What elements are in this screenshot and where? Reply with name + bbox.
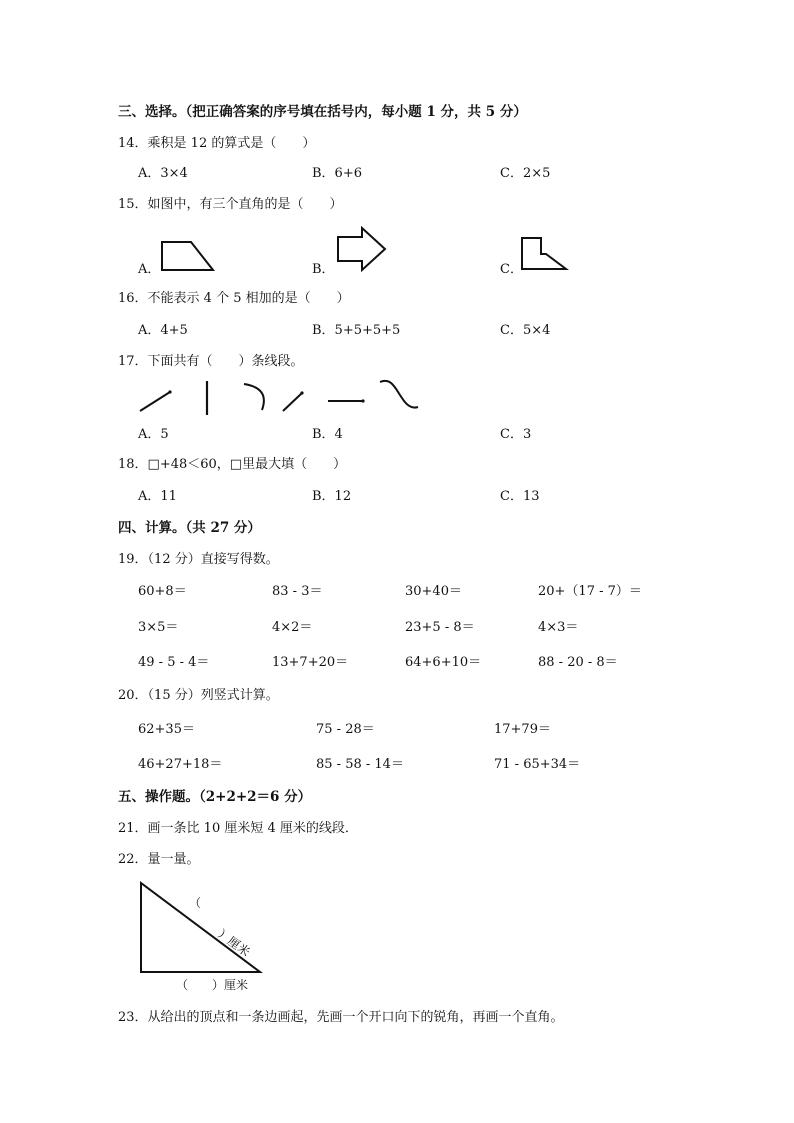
- q19-item: 83 - 3＝: [272, 584, 323, 599]
- q19-item: 13+7+20＝: [272, 655, 349, 670]
- q18-option-b: B．12: [312, 489, 352, 504]
- q14-stem: 14．乘积是 12 的算式是（ ）: [118, 136, 316, 151]
- q15-option-c: C．: [500, 262, 523, 277]
- q18-option-a: A．11: [138, 489, 177, 504]
- q19-item: 20+（17 - 7）＝: [538, 584, 642, 599]
- q20-item: 62+35＝: [138, 722, 195, 737]
- q19-item: 30+40＝: [405, 584, 462, 599]
- q20-item: 17+79＝: [494, 722, 551, 737]
- q23-text: 23．从给出的顶点和一条边画起，先画一个开口向下的锐角，再画一个直角。: [118, 1010, 564, 1025]
- q17-option-a: A．5: [138, 427, 169, 442]
- q19-item: 64+6+10＝: [405, 655, 482, 670]
- q22-base-label: （ ）厘米: [176, 978, 249, 992]
- q15-figure-c-boot: [520, 236, 568, 272]
- q16-option-c: C．5×4: [500, 323, 551, 338]
- q17-lines-figure: [130, 374, 430, 424]
- q22-hypotenuse-label: ）厘米: [215, 926, 253, 960]
- q20-item: 75 - 28＝: [316, 722, 375, 737]
- q17-arc: [244, 384, 264, 410]
- q14-option-b: B．6+6: [312, 166, 362, 181]
- q16-option-a: A．4+5: [138, 323, 188, 338]
- q15-option-a: A．: [138, 262, 161, 277]
- q19-item: 88 - 20 - 8＝: [538, 655, 618, 670]
- q15-figure-a-trapezoid: [160, 240, 216, 272]
- q19-item: 4×3＝: [538, 620, 579, 635]
- q15-stem: 15．如图中，有三个直角的是（ ）: [118, 197, 343, 212]
- q15-figure-b-arrow: [336, 226, 388, 272]
- q19-item: 60+8＝: [138, 584, 187, 599]
- q19-item: 3×5＝: [138, 620, 179, 635]
- q20-item: 46+27+18＝: [138, 757, 223, 772]
- q14-option-a: A．3×4: [138, 166, 188, 181]
- q16-stem: 16．不能表示 4 个 5 相加的是（ ）: [118, 291, 350, 306]
- q19-item: 23+5 - 8＝: [405, 620, 475, 635]
- section-5-title: 五、操作题。（2+2+2＝6 分）: [118, 789, 312, 805]
- q17-curve: [380, 381, 418, 408]
- q17-stem: 17．下面共有（ ）条线段。: [118, 354, 304, 369]
- q17-segment-3: [283, 393, 302, 411]
- q19-item: 4×2＝: [272, 620, 313, 635]
- q18-stem: 18．□+48＜60，□里最大填（ ）: [118, 457, 347, 472]
- q20-stem: 20．（15 分）列竖式计算。: [118, 688, 279, 703]
- section-3-title: 三、选择。（把正确答案的序号填在括号内，每小题 1 分，共 5 分）: [118, 104, 527, 120]
- q16-option-b: B．5+5+5+5: [312, 323, 401, 338]
- section-4-title: 四、计算。（共 27 分）: [118, 520, 261, 536]
- q21-text: 21．画一条比 10 厘米短 4 厘米的线段．: [118, 821, 358, 836]
- q17-segment-1: [140, 392, 170, 411]
- q14-option-c: C．2×5: [500, 166, 551, 181]
- q19-item: 49 - 5 - 4＝: [138, 655, 210, 670]
- q19-stem: 19．（12 分）直接写得数。: [118, 552, 279, 567]
- q22-stem: 22．量一量。: [118, 852, 200, 867]
- q18-option-c: C．13: [500, 489, 540, 504]
- q15-option-b: B．: [312, 262, 335, 277]
- q17-option-b: B．4: [312, 427, 343, 442]
- q22-hypotenuse-paren: （: [189, 896, 202, 910]
- q17-option-c: C．3: [500, 427, 532, 442]
- q20-item: 71 - 65+34＝: [494, 757, 581, 772]
- q20-item: 85 - 58 - 14＝: [316, 757, 404, 772]
